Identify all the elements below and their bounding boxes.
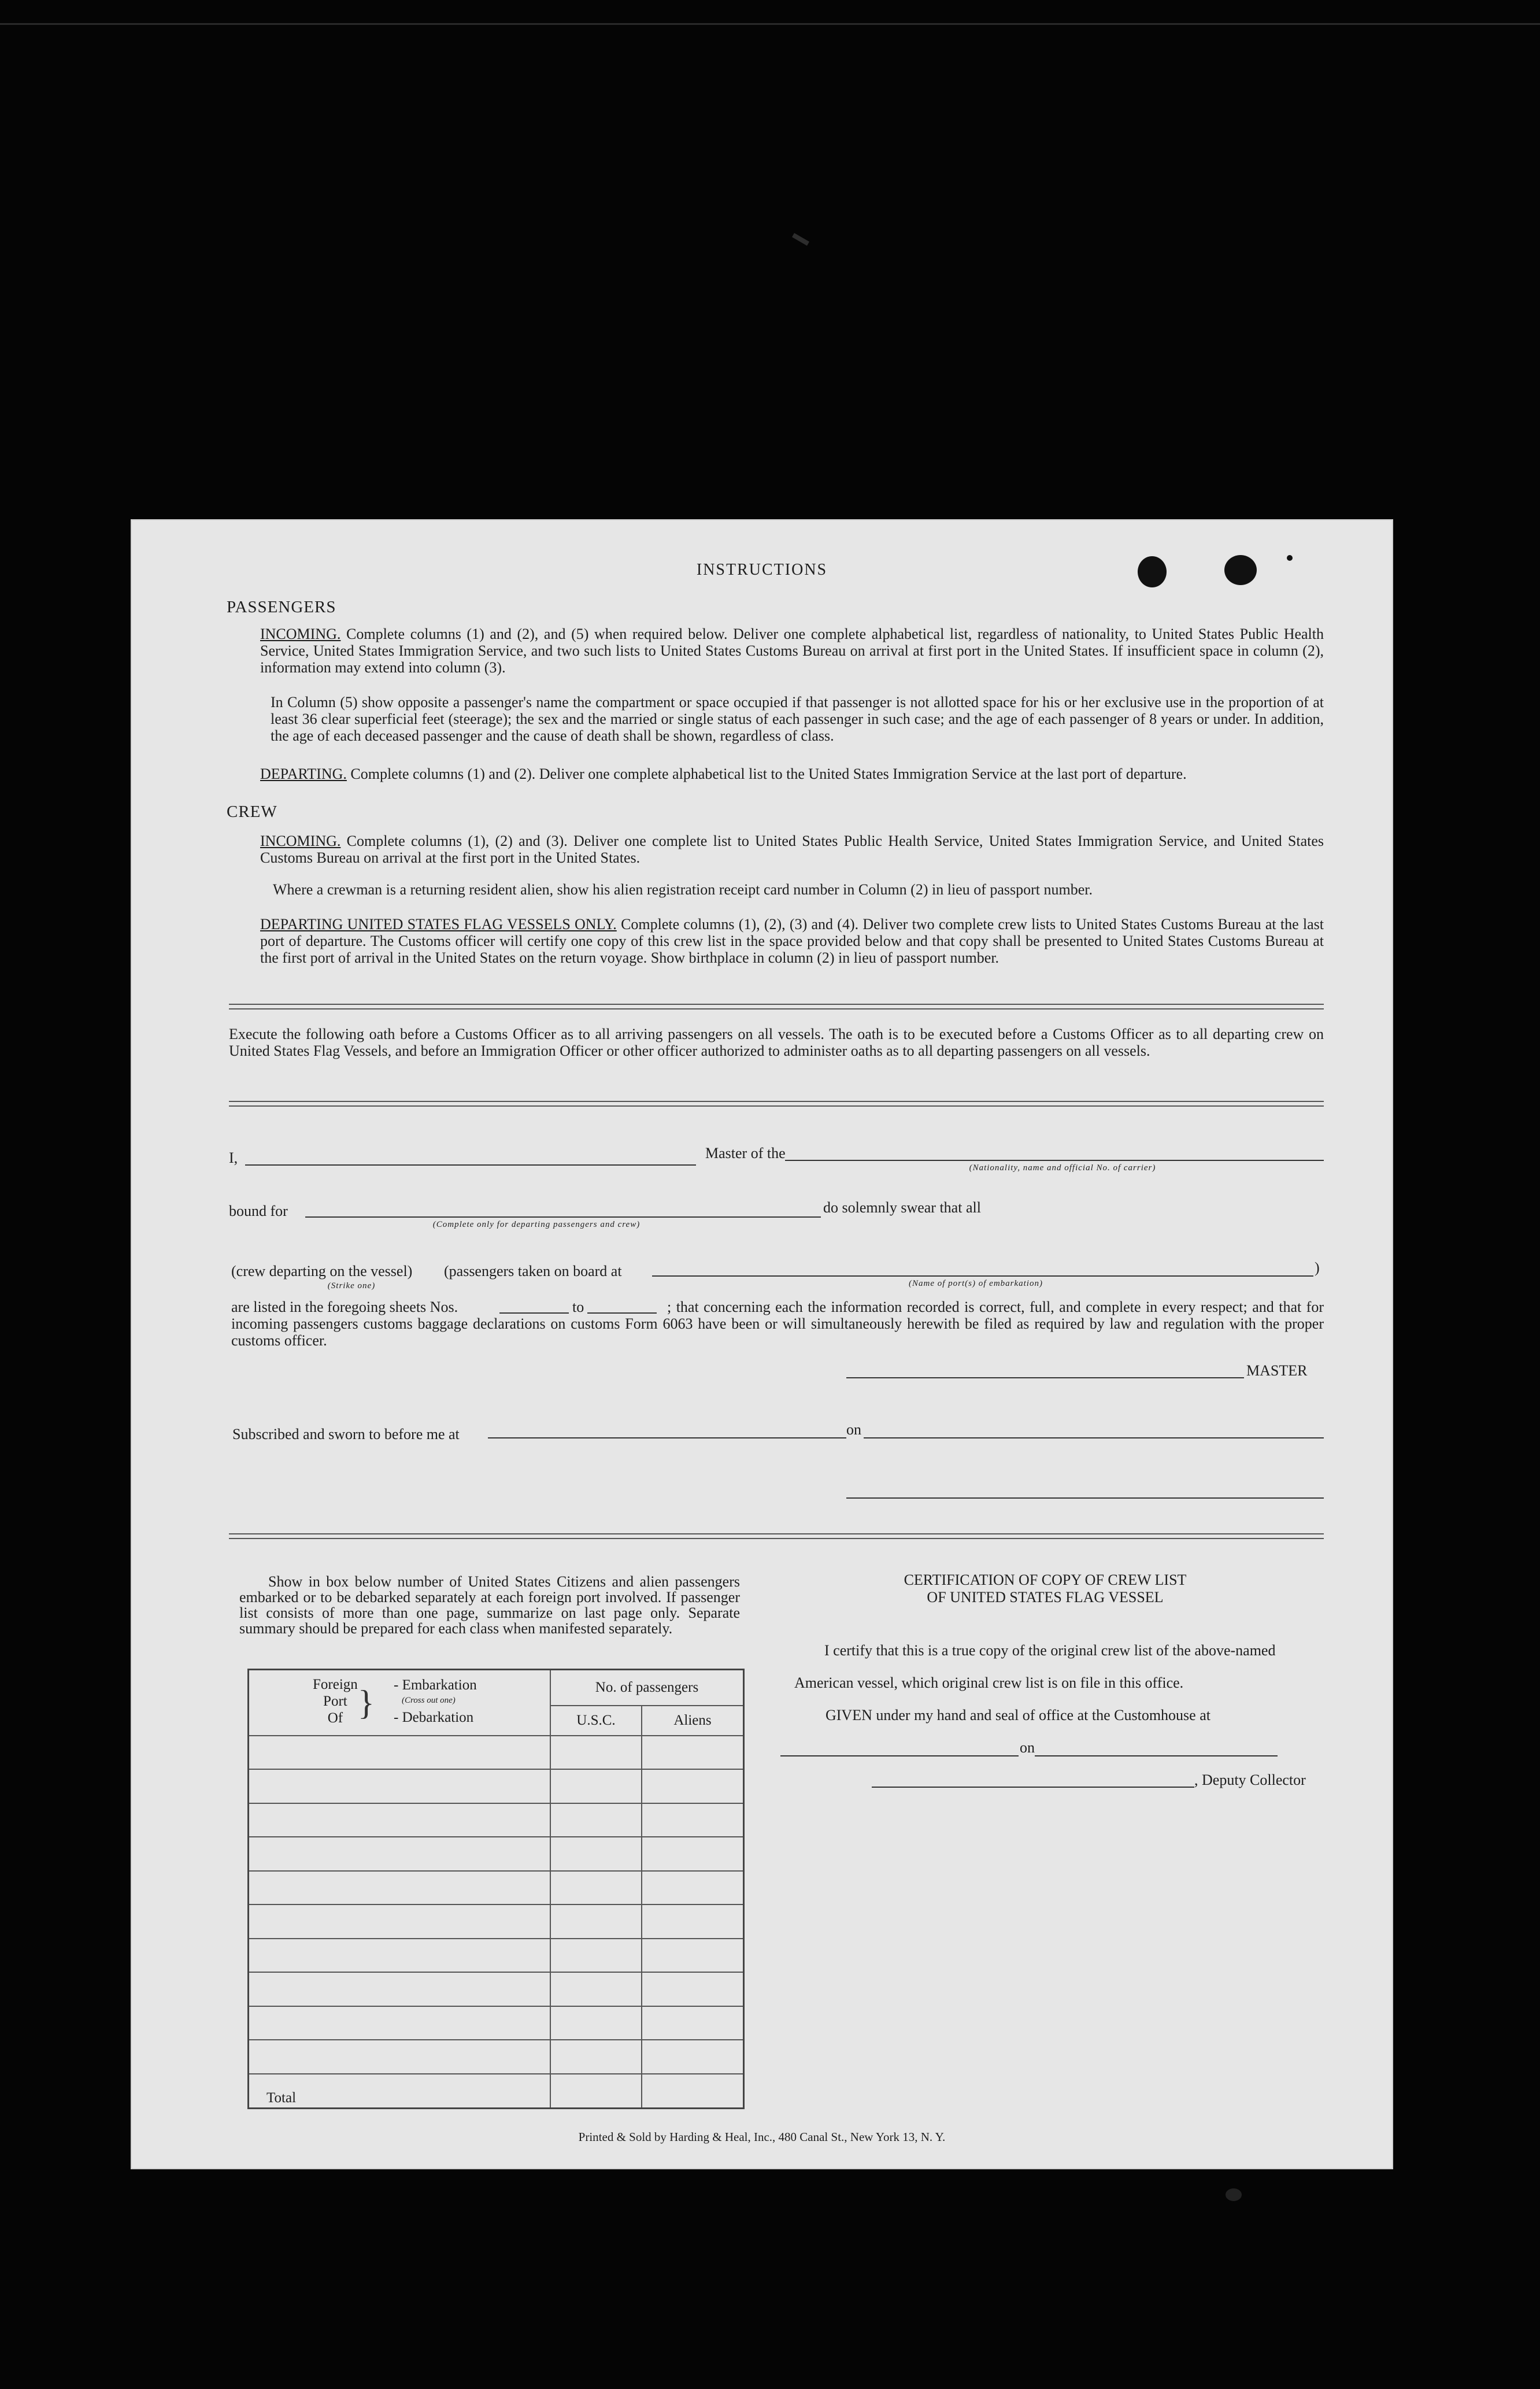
table-row[interactable] (249, 1871, 744, 1905)
certification-heading-line1: CERTIFICATION OF COPY OF CREW LIST (904, 1571, 1187, 1588)
crew-departing-paragraph (260, 916, 1324, 966)
usc-header: U.S.C. (550, 1706, 642, 1736)
aliens-header: Aliens (642, 1706, 744, 1736)
oath-bound-for: bound for (229, 1203, 288, 1219)
film-speck (1226, 2188, 1242, 2201)
divider (229, 1533, 1324, 1539)
given-text: GIVEN under my hand and seal of office at the Customhouse at (825, 1707, 1210, 1724)
passengers-incoming-paragraph (260, 626, 1324, 676)
total-label: Total (249, 2074, 551, 2109)
certification-date-line[interactable] (1035, 1755, 1278, 1756)
passengers-departing-label: DEPARTING. (260, 765, 347, 782)
destination-line[interactable] (305, 1216, 821, 1218)
crew-departing-label: DEPARTING UNITED STATES FLAG VESSELS ONLY. (260, 916, 617, 933)
brace-icon: } (358, 1684, 375, 1722)
departing-caption: (Complete only for departing passengers and crew) (432, 1220, 641, 1229)
embarkation-port-line[interactable] (652, 1275, 1313, 1277)
crew-incoming-text: Complete columns (1), (2) and (3). Deliver one complete list to United States Public Health Service, United States Immigration Service, and United States Customs Bureau on arrival at the first port in the United States. (260, 833, 1324, 866)
oath-intro: Execute the following oath before a Customs Officer as to all arriving passengers on all vessels. The oath is to be executed before a Customs Officer as to all departing crew on United States Flag Vessels, and before an Immigration Officer or other officer authorized to administer oaths as to all departing passengers on all vessels. (229, 1026, 1324, 1059)
no-of-passengers-header: No. of passengers (550, 1670, 744, 1706)
film-edge-line (0, 23, 1540, 25)
divider (229, 1101, 1324, 1107)
crew-incoming-paragraph (260, 833, 1324, 866)
deputy-collector-label: , Deputy Collector (1194, 1772, 1306, 1788)
crew-heading: CREW (227, 803, 277, 821)
passengers-departing-paragraph (260, 765, 1324, 782)
passengers-incoming-label: INCOMING. (260, 626, 341, 642)
oath-listed-rest: ; that concerning each the information recorded is correct, full, and complete in every respect; and that for incoming passengers customs baggage declarations on customs Form 6063 have been or will simultaneously herewith be filed as required by law and regulation with the proper customs officer. (231, 1299, 1324, 1349)
officer-signature-line[interactable] (846, 1497, 1324, 1499)
oath-crew-departing: (crew departing on the vessel) (231, 1263, 413, 1279)
table-row[interactable] (249, 2040, 744, 2074)
embarkation-label: - Embarkation (394, 1677, 477, 1693)
film-speck (792, 233, 809, 246)
oath-listed-in: are listed in the foregoing sheets Nos. (231, 1299, 458, 1315)
master-name-line[interactable] (245, 1164, 696, 1166)
carrier-caption: (Nationality, name and official No. of carrier) (969, 1163, 1156, 1173)
certify-text: I certify that this is a true copy of the original crew list of the above-named (824, 1642, 1276, 1659)
crew-departing-text: Complete columns (1), (2), (3) and (4). Deliver two complete crew lists to United States Customs Bureau at the last port of departure. The Customs officer will certify one copy of this crew list in the space provided below and that copy shall be presented to United States Customs Bureau at the first port of arrival in the United States on the return voyage. Show birthplace in column (2) in lieu of passport number. (260, 916, 1324, 966)
certification-heading-line2: OF UNITED STATES FLAG VESSEL (927, 1589, 1164, 1606)
foreign-label: Foreign (313, 1677, 358, 1692)
master-signature-line[interactable] (846, 1377, 1244, 1378)
vessel-text: American vessel, which original crew list is on file in this office. (794, 1674, 1184, 1691)
oath-subscribed: Subscribed and sworn to before me at (232, 1426, 460, 1443)
sworn-date-line[interactable] (864, 1437, 1324, 1438)
sworn-place-line[interactable] (488, 1437, 846, 1438)
table-row[interactable] (249, 1972, 744, 2006)
crew-incoming-label: INCOMING. (260, 833, 341, 849)
of-label: Of (327, 1710, 343, 1726)
passengers-departing-text: Complete columns (1) and (2). Deliver one complete alphabetical list to the United States Immigration Service at the last port of departure. (350, 765, 1187, 782)
ink-speck (1287, 555, 1293, 561)
strike-one-caption: (Strike one) (327, 1281, 376, 1290)
oath-swear: do solemnly swear that all (823, 1199, 981, 1216)
page-title: INSTRUCTIONS (696, 561, 828, 579)
master-label: MASTER (1246, 1362, 1308, 1379)
passengers-incoming-text: Complete columns (1) and (2), and (5) when required below. Deliver one complete alphabetical list, regardless of nationality, to United States Public Health Service, United States Immigration Service, and two such lists to United States Customs Bureau on arrival at first port in the United States. If insufficient space in column (2), information may extend into column (3). (260, 626, 1324, 676)
table-row[interactable] (249, 1803, 744, 1837)
port-label: Port (323, 1693, 347, 1709)
deputy-signature-line[interactable] (872, 1787, 1194, 1788)
crew-resident-text: Where a crewman is a returning resident alien, show his alien registration receipt card number in Column (2) in lieu of passport number. (273, 881, 1093, 898)
passenger-summary-table (247, 1669, 745, 2109)
table-row[interactable] (249, 1939, 744, 1973)
passengers-heading: PASSENGERS (227, 598, 336, 616)
printer-footer: Printed & Sold by Harding & Heal, Inc., 480 Canal St., New York 13, N. Y. (578, 2130, 946, 2144)
oath-on-word: on (846, 1421, 861, 1438)
table-row[interactable] (249, 1736, 744, 1770)
oath-to-word: to (572, 1299, 584, 1315)
table-row[interactable] (249, 1904, 744, 1939)
oath-i-label: I, (229, 1149, 238, 1166)
divider (229, 1004, 1324, 1009)
oath-master-of-the: Master of the (705, 1145, 786, 1162)
oath-passengers-taken: (passengers taken on board at (444, 1263, 622, 1279)
customhouse-line[interactable] (780, 1755, 1019, 1756)
port-header-cell (249, 1670, 551, 1736)
oath-close-paren: ) (1315, 1259, 1320, 1276)
table-row[interactable] (249, 2006, 744, 2040)
cross-out-caption: (Cross out one) (402, 1696, 456, 1705)
total-row[interactable] (249, 2074, 744, 2109)
table-row[interactable] (249, 1837, 744, 1871)
summary-instructions: Show in box below number of United States Citizens and alien passengers embarked or to be debarked separately at each foreign port involved. If passenger list consists of more than one page, summarize on last page only. Separate summary should be prepared for each class when manifested separately. (239, 1573, 740, 1637)
carrier-line[interactable] (785, 1160, 1324, 1161)
document-page (132, 520, 1392, 2168)
certification-on-word: on (1020, 1739, 1035, 1756)
table-row[interactable] (249, 1769, 744, 1803)
port-caption: (Name of port(s) of embarkation) (909, 1279, 1043, 1288)
passengers-column5-text: In Column (5) show opposite a passenger's name the compartment or space occupied if that passenger is not allotted space for his or her exclusive use in the proportion of at least 36 clear superficial feet (steerage); the sex and the married or single status of each passenger in such case; and the age of each passenger of 8 years or under. In addition, the age of each deceased passenger and the cause of death shall be shown, regardless of class. (271, 694, 1324, 744)
debarkation-label: - Debarkation (394, 1710, 474, 1725)
